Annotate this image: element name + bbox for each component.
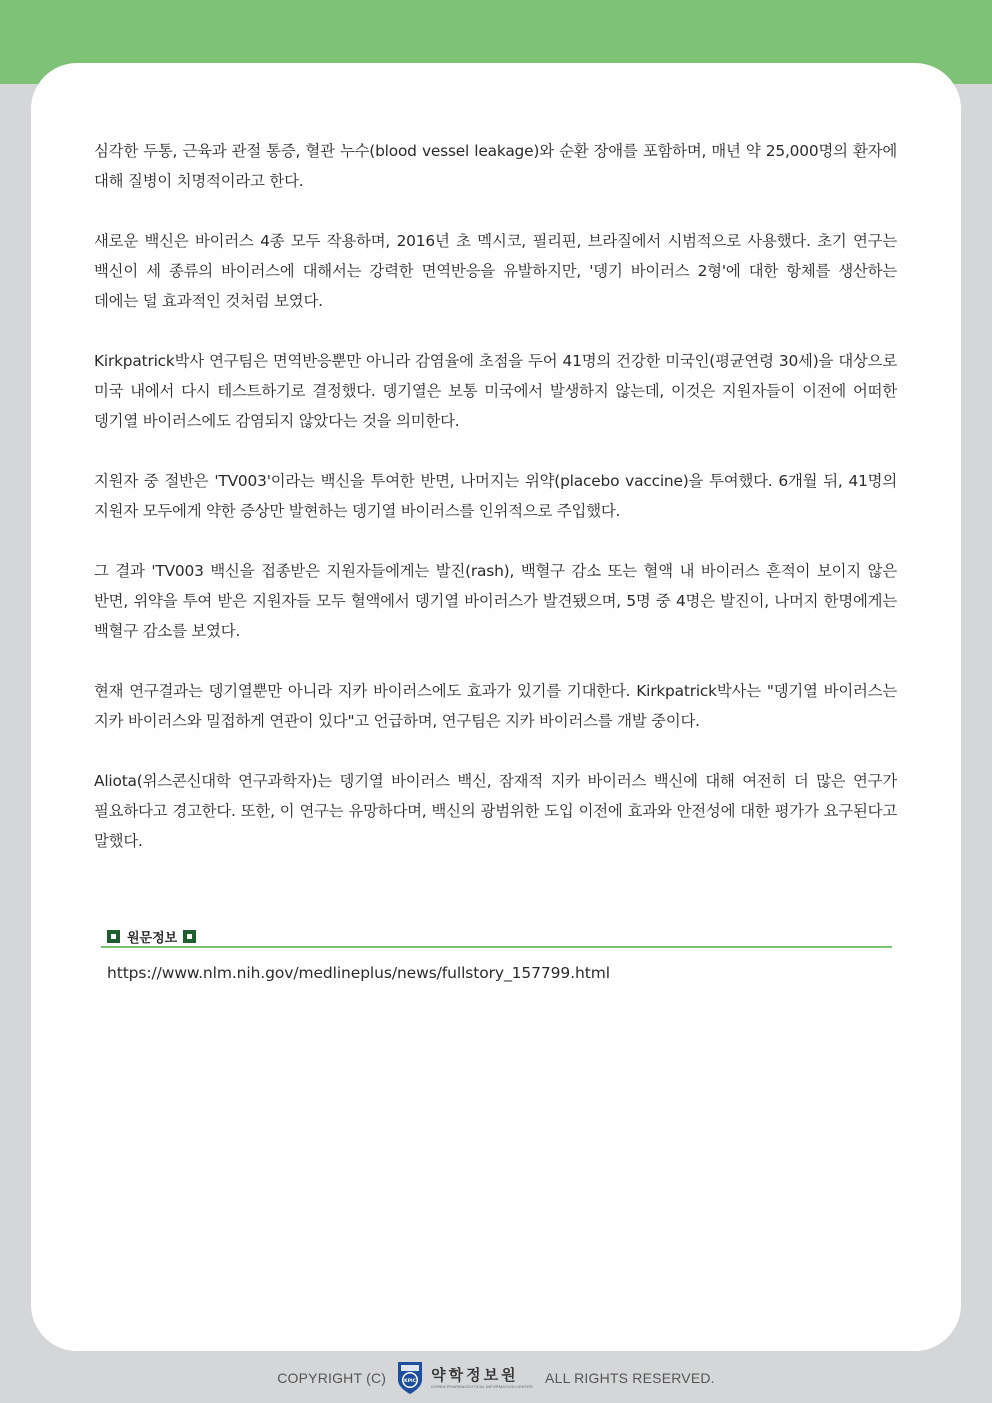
kpic-logo-text — [431, 1367, 533, 1390]
paragraph-1: 심각한 두통, 근육과 관절 통증, 혈관 누수(blood vessel leakage)와 순환 장애를 포함하며, 매년 약 25,000명의 환자에 대해 질병이 치명적이라고 한다. — [94, 142, 897, 190]
paragraph-2: 새로운 백신은 바이러스 4종 모두 작용하며, 2016년 초 멕시코, 필리핀, 브라질에서 시범적으로 사용했다. 초기 연구는 백신이 세 종류의 바이러스에 대해서는 강력한 면역반응을 유발하지만, '뎅기 바이러스 2형'에 대한 항체를 생산하는 데에는 덜 효과적인 것처럼 보였다. — [94, 232, 897, 310]
source-info-header — [101, 926, 892, 946]
square-bullet-icon — [183, 930, 196, 943]
paragraph-4: 지원자 중 절반은 'TV003'이라는 백신을 투여한 반면, 나머지는 위약(placebo vaccine)을 투여했다. 6개월 뒤, 41명의 지원자 모두에게 약한 증상만 발현하는 뎅기열 바이러스를 인위적으로 주입했다. — [94, 472, 897, 520]
paragraph-5: 그 결과 'TV003 백신을 접종받은 지원자들에게는 발진(rash), 백혈구 감소 또는 혈액 내 바이러스 흔적이 보이지 않은 반면, 위약을 투여 받은 지원자들 모두 혈액에서 뎅기열 바이러스가 발견됐으며, 5명 중 4명은 발진이, 나머지 한명에게는 백혈구 감소를 보였다. — [94, 562, 897, 640]
source-info-section — [101, 926, 892, 982]
rights-text: ALL RIGHTS RESERVED. — [545, 1370, 715, 1386]
kpic-emblem-label: KPIC — [404, 1379, 417, 1384]
page-footer — [0, 1358, 992, 1398]
kpic-logo-korean: 약학정보원 — [431, 1365, 519, 1384]
kpic-logo — [395, 1360, 533, 1396]
article-body — [94, 136, 897, 886]
source-url-link[interactable]: https://www.nlm.nih.gov/medlineplus/news/fullstory_157799.html — [107, 964, 610, 982]
paragraph-6: 현재 연구결과는 뎅기열뿐만 아니라 지카 바이러스에도 효과가 있기를 기대한다. Kirkpatrick박사는 "뎅기열 바이러스는 지카 바이러스와 밀접하게 연관이 있다"고 언급하며, 연구팀은 지카 바이러스를 개발 중이다. — [94, 682, 897, 730]
square-bullet-icon — [107, 930, 120, 943]
kpic-logo-english: KOREA PHARMACEUTICAL INFORMATION CENTER — [431, 1383, 534, 1389]
paragraph-7: Aliota(위스콘신대학 연구과학자)는 뎅기열 바이러스 백신, 잠재적 지카 바이러스 백신에 대해 여전히 더 많은 연구가 필요하다고 경고한다. 또한, 이 연구는 유망하다며, 백신의 광범위한 도입 이전에 효과와 안전성에 대한 평가가 요구된다고 말했다. — [94, 772, 897, 850]
kpic-emblem-icon — [395, 1360, 425, 1396]
copyright-text: COPYRIGHT (C) — [277, 1370, 387, 1386]
source-divider — [101, 946, 892, 948]
source-info-title: 원문정보 — [127, 930, 178, 946]
paragraph-3: Kirkpatrick박사 연구팀은 면역반응뿐만 아니라 감염율에 초점을 두어 41명의 건강한 미국인(평균연령 30세)을 대상으로 미국 내에서 다시 테스트하기로 결정했다. 뎅기열은 보통 미국에서 발생하지 않는데, 이것은 지원자들이 이전에 어떠한 뎅기열 바이러스에도 감염되지 않았다는 것을 의미한다. — [94, 352, 897, 430]
